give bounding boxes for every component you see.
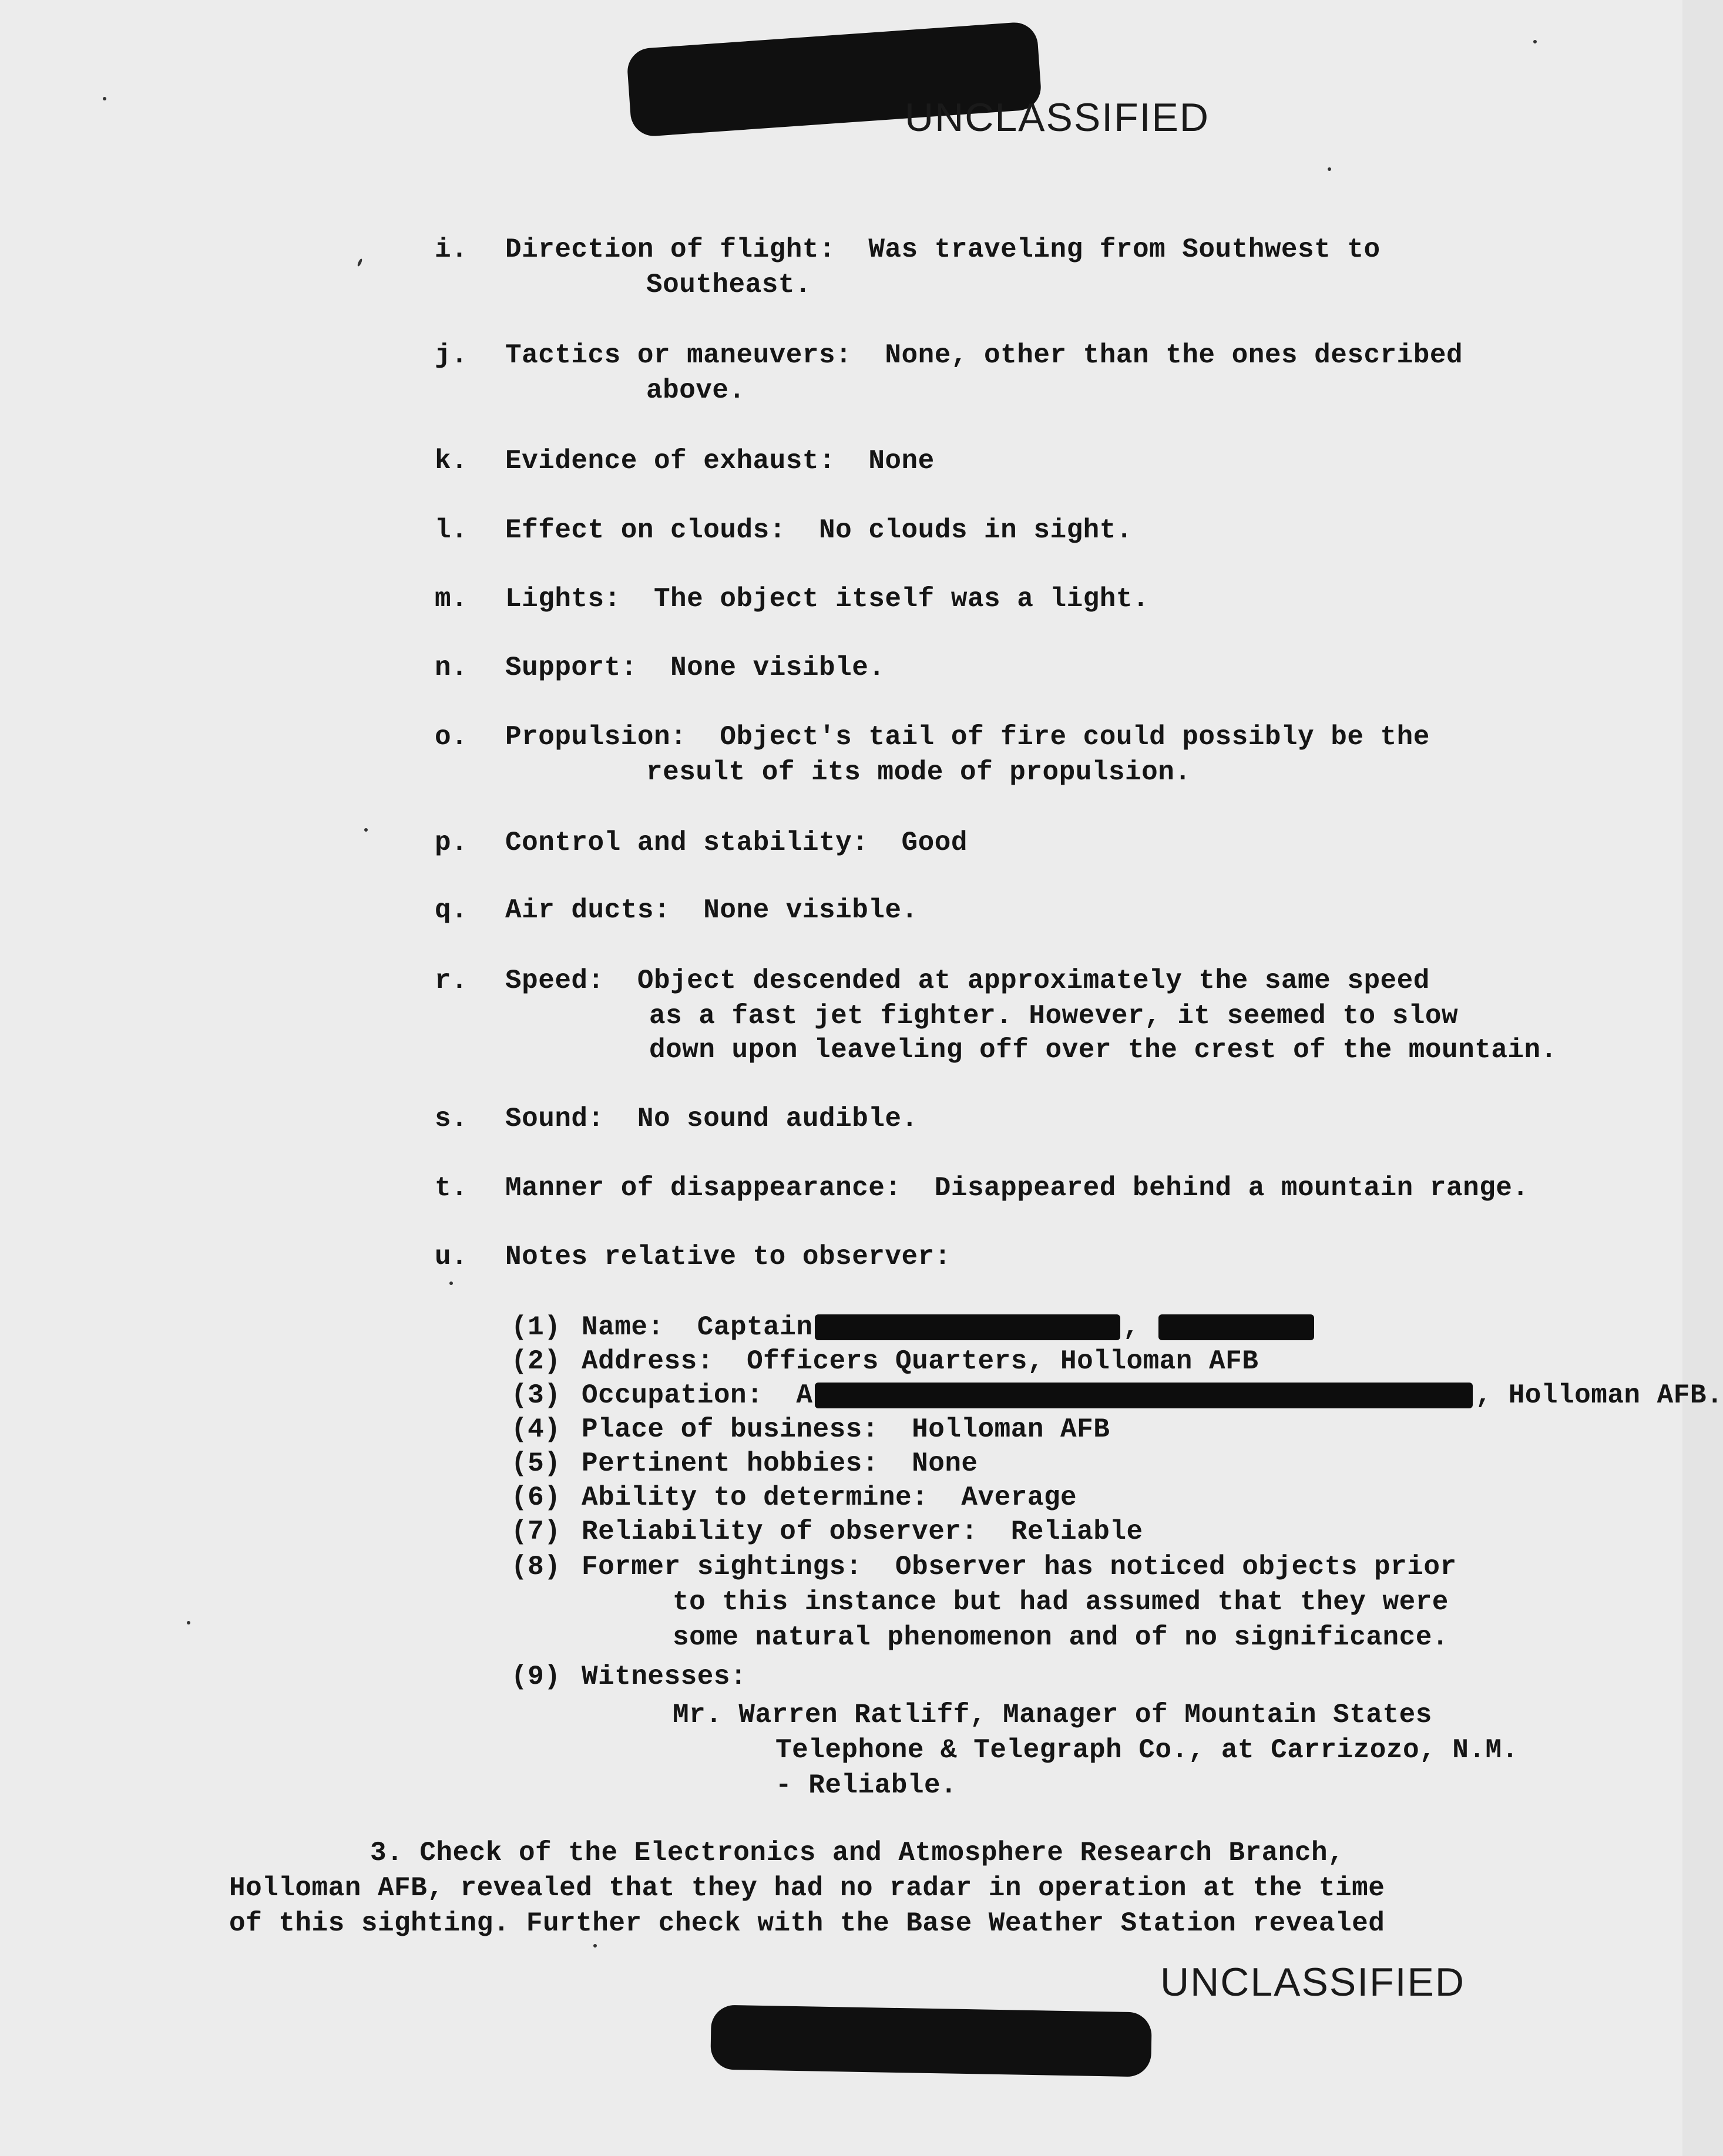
witness-line-3: - Reliable. — [775, 1770, 958, 1801]
item-value: None, other than the ones described — [885, 340, 1463, 371]
item-letter: u. — [435, 1242, 468, 1272]
item-label: Support: — [505, 652, 637, 683]
item-letter: n. — [435, 652, 468, 683]
unclassified-stamp-top: UNCLASSIFIED — [905, 95, 1210, 140]
item-letter: s. — [435, 1104, 468, 1134]
redacted-serial — [1158, 1314, 1314, 1340]
item-t — [435, 1171, 1529, 1206]
item-label: Effect on clouds: — [505, 515, 786, 546]
item-letter: m. — [435, 584, 468, 614]
item-letter: r. — [435, 966, 468, 996]
observer-number: (8) — [511, 1552, 561, 1582]
item-i-cont: Southeast. — [646, 270, 812, 300]
observer-row-8 — [511, 1549, 1457, 1585]
observer-row-8-cont-2: some natural phenomenon and of no significance. — [673, 1622, 1449, 1653]
observer-label: Ability to determine: — [582, 1482, 929, 1513]
item-o-cont: result of its mode of propulsion. — [646, 757, 1191, 788]
observer-value: Observer has noticed objects prior — [895, 1552, 1457, 1582]
item-u — [435, 1239, 951, 1274]
item-label: Notes relative to observer: — [505, 1242, 951, 1272]
item-r-cont-1: as a fast jet fighter. However, it seemed to slow — [649, 1001, 1459, 1031]
item-i — [435, 232, 1381, 267]
item-label: Direction of flight: — [505, 234, 836, 265]
item-p — [435, 825, 968, 860]
item-letter: k. — [435, 446, 468, 476]
observer-value: None — [912, 1448, 978, 1479]
item-value: Was traveling from Southwest to — [868, 234, 1381, 265]
observer-label: Address: — [582, 1346, 714, 1377]
item-label: Sound: — [505, 1104, 604, 1134]
item-s — [435, 1101, 918, 1136]
observer-row-8-cont-1: to this instance but had assumed that they were — [673, 1587, 1449, 1617]
item-label: Speed: — [505, 966, 604, 996]
observer-row-7 — [511, 1514, 1143, 1549]
item-letter: t. — [435, 1173, 468, 1203]
item-value: None visible. — [703, 895, 918, 926]
observer-value: Holloman AFB — [912, 1414, 1110, 1445]
item-value: Disappeared behind a mountain range. — [934, 1173, 1529, 1203]
unclassified-stamp-bottom: UNCLASSIFIED — [1160, 1960, 1465, 2004]
observer-number: (9) — [511, 1661, 561, 1692]
observer-row-2 — [511, 1344, 1258, 1379]
redacted-occupation — [815, 1383, 1473, 1408]
observer-label: Former sightings: — [582, 1552, 862, 1582]
item-n — [435, 650, 885, 685]
item-value: No clouds in sight. — [819, 515, 1133, 546]
item-letter: o. — [435, 722, 468, 752]
observer-row-1: (1) Name: Captain , — [511, 1310, 1316, 1345]
observer-number: (5) — [511, 1448, 561, 1479]
item-letter: j. — [435, 340, 468, 371]
item-q — [435, 893, 918, 928]
observer-row-4 — [511, 1412, 1110, 1447]
item-label: Evidence of exhaust: — [505, 446, 836, 476]
item-label: Lights: — [505, 584, 621, 614]
item-o — [435, 719, 1430, 755]
item-label: Manner of disappearance: — [505, 1173, 902, 1203]
item-label: Air ducts: — [505, 895, 671, 926]
item-value: Object's tail of fire could possibly be the — [720, 722, 1430, 752]
observer-label: Reliability of observer: — [582, 1516, 978, 1547]
observer-number: (4) — [511, 1414, 561, 1445]
observer-value: Officers Quarters, Holloman AFB — [747, 1346, 1259, 1377]
item-letter: l. — [435, 515, 468, 546]
item-label: Tactics or maneuvers: — [505, 340, 852, 371]
observer-row-9 — [511, 1659, 747, 1694]
item-value: Object descended at approximately the same speed — [637, 966, 1430, 996]
item-value: None — [868, 446, 935, 476]
item-label: Propulsion: — [505, 722, 687, 752]
observer-value: Captain — [697, 1312, 813, 1343]
item-label: Control and stability: — [505, 828, 869, 858]
witness-line-2: Telephone & Telegraph Co., at Carrizozo, N.M. — [775, 1735, 1519, 1765]
item-j-cont: above. — [646, 375, 745, 406]
observer-number: (7) — [511, 1516, 561, 1547]
paragraph-3-line-1: 3. Check of the Electronics and Atmosphere Research Branch, — [370, 1838, 1345, 1868]
observer-number: (6) — [511, 1482, 561, 1513]
item-l — [435, 513, 1133, 548]
redacted-stamp-bottom — [710, 2004, 1152, 2077]
observer-value: Reliable — [1010, 1516, 1143, 1547]
item-r-cont-2: down upon leaveling off over the crest of the mountain. — [649, 1035, 1557, 1065]
item-value: Good — [901, 828, 968, 858]
item-letter: p. — [435, 828, 468, 858]
observer-label: Place of business: — [582, 1414, 879, 1445]
item-letter: q. — [435, 895, 468, 926]
item-value: The object itself was a light. — [653, 584, 1150, 614]
observer-row-6 — [511, 1480, 1077, 1515]
observer-value: Average — [961, 1482, 1077, 1513]
item-m — [435, 581, 1149, 617]
observer-number: (3) — [511, 1380, 561, 1411]
observer-number: (2) — [511, 1346, 561, 1377]
observer-row-3: (3) Occupation: A , Holloman AFB. — [511, 1378, 1723, 1413]
observer-row-5 — [511, 1446, 978, 1481]
observer-value: A — [796, 1380, 813, 1411]
observer-number: (1) — [511, 1312, 561, 1343]
paragraph-3-line-3: of this sighting. Further check with the Base Weather Station revealed — [229, 1908, 1385, 1939]
paragraph-3-line-2: Holloman AFB, revealed that they had no radar in operation at the time — [229, 1873, 1385, 1903]
observer-label: Pertinent hobbies: — [582, 1448, 879, 1479]
item-j — [435, 338, 1463, 373]
witness-line-1: Mr. Warren Ratliff, Manager of Mountain States — [673, 1700, 1432, 1730]
observer-label: Occupation: — [582, 1380, 764, 1411]
item-k — [435, 443, 935, 479]
observer-label: Witnesses: — [582, 1661, 747, 1692]
item-r — [435, 963, 1430, 998]
observer-label: Name: — [582, 1312, 664, 1343]
item-value: No sound audible. — [637, 1104, 918, 1134]
redacted-name — [815, 1314, 1120, 1340]
item-value: None visible. — [670, 652, 885, 683]
item-letter: i. — [435, 234, 468, 265]
